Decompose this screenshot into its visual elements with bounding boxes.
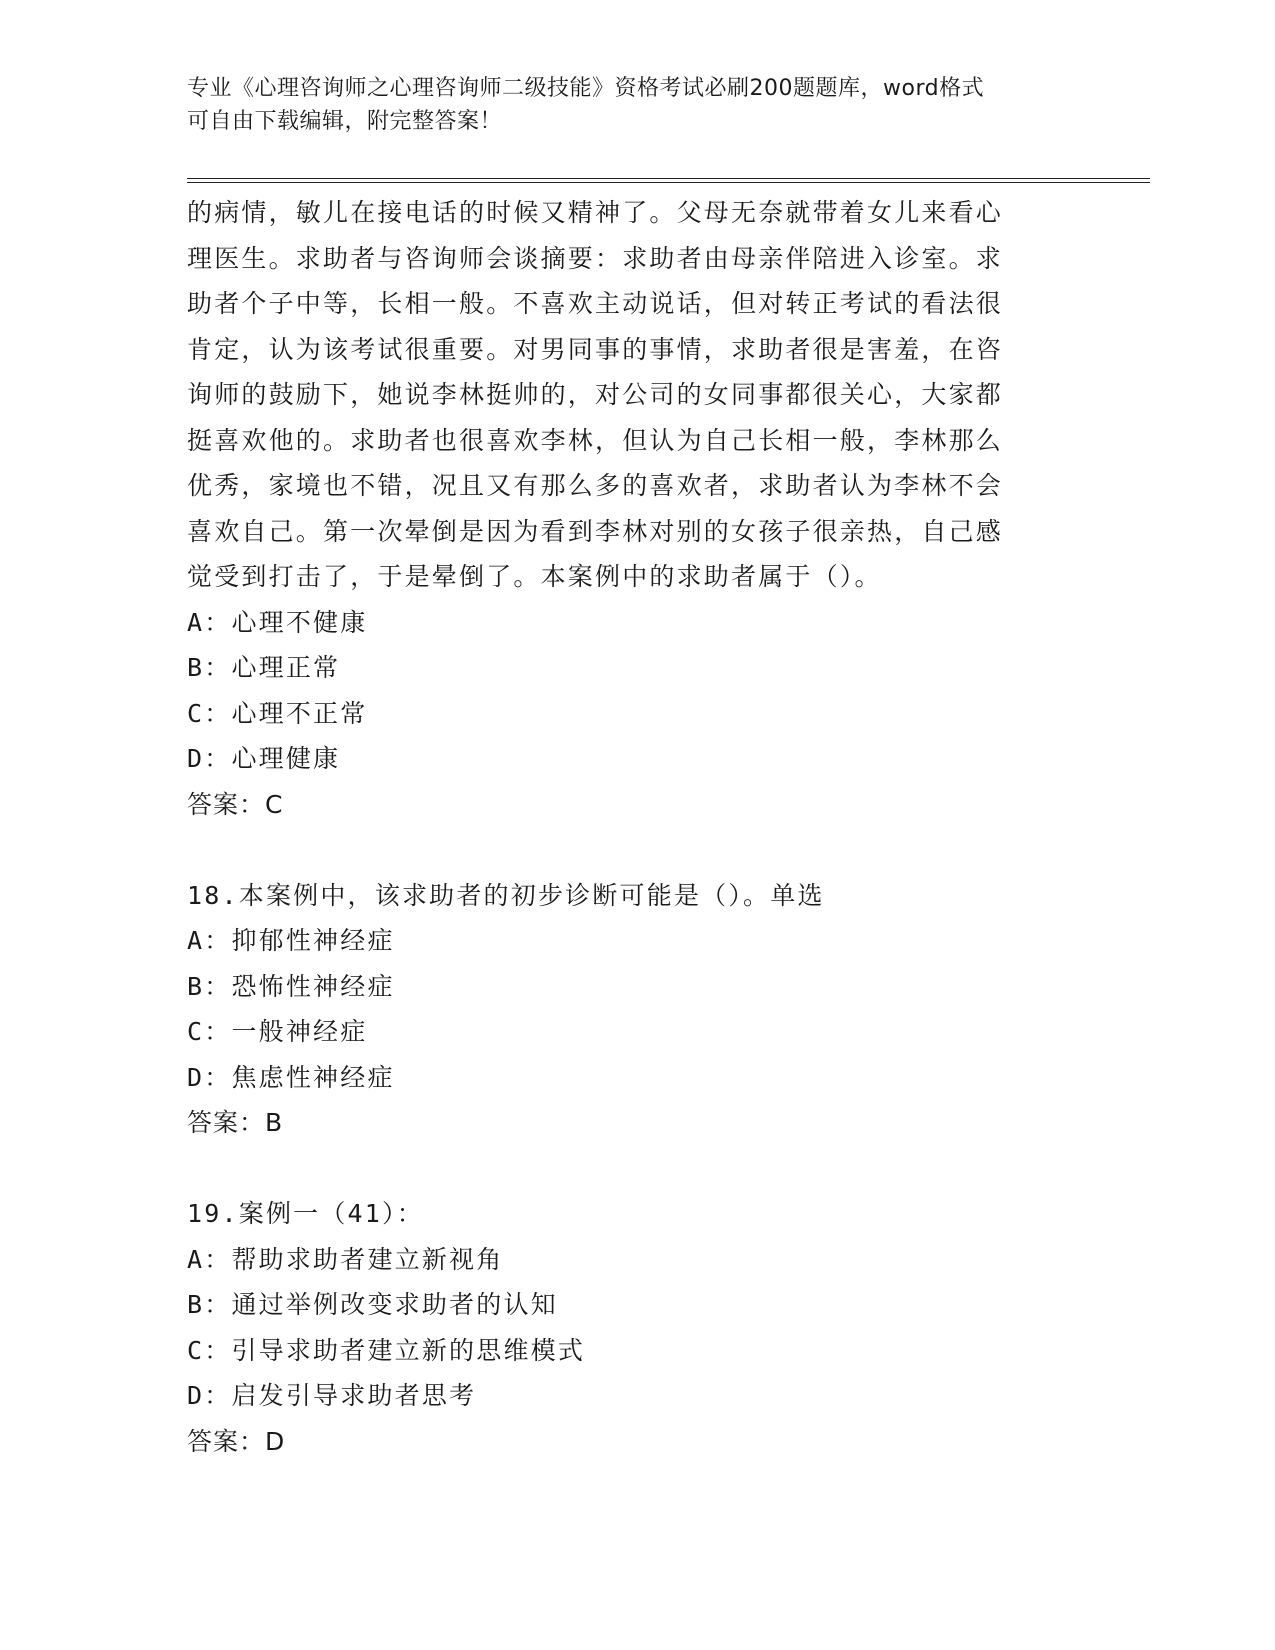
- q18-option-c: C：一般神经症: [187, 1017, 368, 1046]
- q19-option-c: C：引导求助者建立新的思维模式: [187, 1335, 586, 1365]
- question-17-text: [187, 190, 1067, 600]
- q18-answer: 答案：B: [187, 1108, 284, 1137]
- text-line: 挺喜欢他的。求助者也很喜欢李林，但认为自己长相一般，李林那么: [187, 425, 1004, 455]
- text-line: 喜欢自己。第一次晕倒是因为看到李林对别的女孩子很亲热，自己感: [187, 516, 1004, 546]
- text-line: 理医生。求助者与咨询师会谈摘要：求助者由母亲伴陪进入诊室。求: [187, 243, 1004, 273]
- question-18-stem: 18.本案例中，该求助者的初步诊断可能是（）。单选: [187, 880, 825, 910]
- text-line: 肯定，认为该考试很重要。对男同事的事情，求助者很是害羞，在咨: [187, 334, 1004, 364]
- text-line: 询师的鼓励下，她说李林挺帅的，对公司的女同事都很关心，大家都: [187, 380, 1004, 409]
- spacer: [187, 827, 1067, 873]
- header-line-1: 专业《心理咨询师之心理咨询师二级技能》资格考试必刷200题题库，word格式: [187, 76, 985, 101]
- header-line-2: 可自由下载编辑，附完整答案！: [187, 109, 503, 134]
- q17-answer: 答案：C: [187, 789, 284, 819]
- document-body: [187, 190, 1067, 1464]
- text-line: 觉受到打击了，于是晕倒了。本案例中的求助者属于（）。: [187, 562, 882, 591]
- text-line: 助者个子中等，长相一般。不喜欢主动说话，但对转正考试的看法很: [187, 289, 1004, 318]
- text-line: 的病情，敏儿在接电话的时候又精神了。父母无奈就带着女儿来看心: [187, 198, 1004, 227]
- q17-option-a: A：心理不健康: [187, 607, 368, 637]
- page-header: [187, 72, 1087, 138]
- q18-option-a: A：抑郁性神经症: [187, 926, 395, 955]
- q19-option-b: B：通过举例改变求助者的认知: [187, 1290, 558, 1319]
- q17-option-d: D：心理健康: [187, 744, 341, 773]
- spacer: [187, 1146, 1067, 1192]
- q18-option-b: B：恐怖性神经症: [187, 971, 395, 1001]
- text-line: 优秀，家境也不错，况且又有那么多的喜欢者，求助者认为李林不会: [187, 471, 1004, 500]
- q19-option-d: D：启发引导求助者思考: [187, 1381, 477, 1410]
- q17-option-c: C：心理不正常: [187, 698, 368, 728]
- q19-answer: 答案：D: [187, 1426, 286, 1456]
- header-divider: [187, 178, 1150, 183]
- question-19-stem: 19.案例一（41）：: [187, 1199, 424, 1228]
- q19-option-a: A：帮助求助者建立新视角: [187, 1244, 504, 1274]
- q18-option-d: D：焦虑性神经症: [187, 1062, 395, 1092]
- q17-option-b: B：心理正常: [187, 653, 341, 682]
